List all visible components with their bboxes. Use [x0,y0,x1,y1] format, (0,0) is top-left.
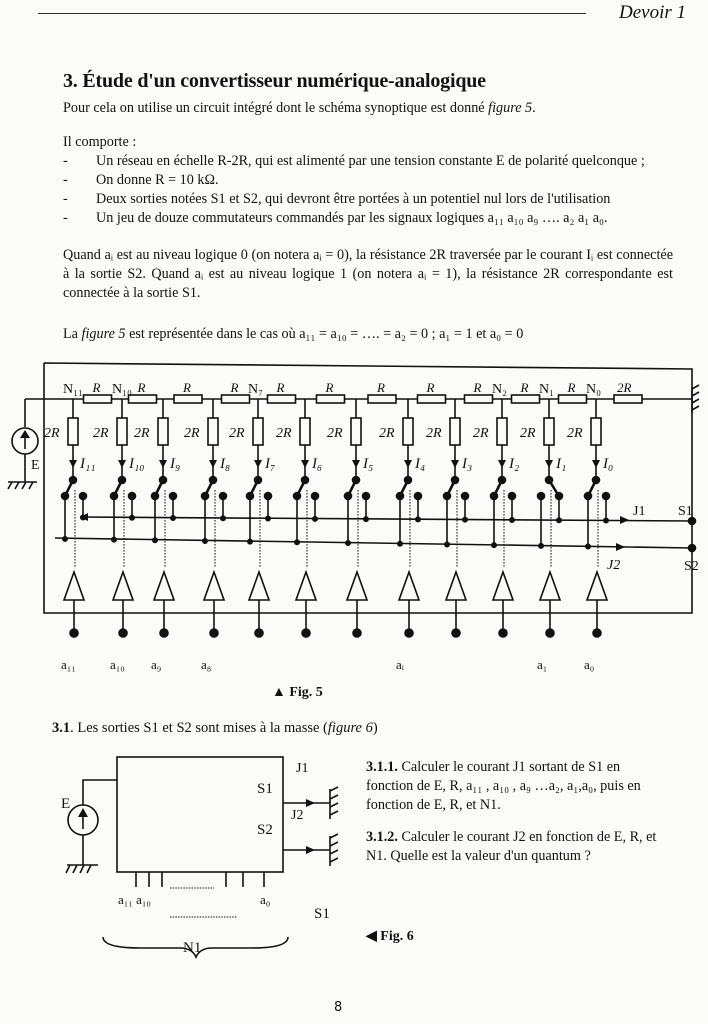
shunt-resistor [403,418,413,445]
junction [398,542,402,546]
arrow-down-icon [404,460,412,468]
junction [586,544,590,548]
series-resistor [84,395,112,403]
arrow-down-icon [209,460,217,468]
series-resistor [559,395,587,403]
intro-paragraph [63,99,536,118]
input-terminal [302,629,310,637]
current-label: I₄ [415,456,426,472]
series-resistor [368,395,396,403]
arrow-down-icon [69,460,77,468]
question-text: Calculer le courant J2 en fonction de E, R, et N1. Quelle est la valeur d'un quantum ? [366,829,657,864]
resistor-label: 2R [426,426,442,441]
series-resistor [268,395,296,403]
shunt-resistor [208,418,218,445]
junction [445,542,449,546]
input-terminal [160,629,168,637]
input-terminal [452,629,460,637]
ground-hatch [692,406,699,410]
bullet-text: Deux sorties notées S1 et S2, qui devront être portées à un potentiel nul lors de l'utilisation [96,191,611,207]
inputs-left: a₁₁ a₁₀ [118,892,151,907]
supply-wire [83,780,117,805]
bullet-dash: - [63,153,68,169]
current-label: I₈ [220,456,231,472]
bullet-dash: - [63,210,68,226]
input-label: a₁₁ [61,657,76,672]
junction [557,518,561,522]
series-resistor [512,395,540,403]
figure6-schematic [40,745,360,960]
resistor-label: R [276,380,285,395]
subsection-end: ) [372,720,378,736]
source-label: E [31,458,40,473]
arrow-down-icon [451,460,459,468]
list-item [63,209,673,228]
input-label: a₀ [584,657,595,672]
resistor-label: 2R [520,426,536,441]
resistor-label: 2R [379,426,395,441]
arrow-up-icon [78,808,88,817]
figure5-schematic [0,355,708,685]
j1-label: J1 [633,504,646,519]
intro-end: . [532,100,536,116]
resistor-label: R [325,380,334,395]
comporte-label: Il comporte : [63,134,137,150]
shunt-resistor [591,418,601,445]
buffer-icon [587,572,607,600]
junction [153,538,157,542]
resistor-label: 2R [184,426,200,441]
ground-hatch [692,392,699,396]
arrow-down-icon [254,460,262,468]
buffer-icon [113,572,133,600]
resistor-label: 2R [473,426,489,441]
junction [346,541,350,545]
section-title: 3. Étude d'un convertisseur numérique-analogique [63,70,486,92]
arrow-right-icon [306,846,315,854]
series-resistor [418,395,446,403]
series-resistor [174,395,202,403]
note-text: La [63,326,82,342]
series-resistor [222,395,250,403]
junction [295,540,299,544]
circuit-block [117,757,283,872]
resistor-label: R [426,380,435,395]
input-terminal [546,629,554,637]
resistor-label: 2R [44,426,60,441]
shunt-resistor [351,418,361,445]
node-label: N₀ [586,382,601,397]
header-rule [38,13,586,14]
j2-label: J2 [607,558,621,573]
buffer-icon [204,572,224,600]
source-label: E [61,796,71,812]
figure-ref: figure 6 [327,720,373,736]
s2-label: S2 [684,559,699,574]
series-resistor [465,395,493,403]
input-terminal [353,629,361,637]
brace-label: N1 [183,940,202,956]
inputs-right: a₀ [260,892,271,907]
input-terminal [593,629,601,637]
question-3-1-2 [366,828,666,866]
arrow-down-icon [352,460,360,468]
resistor-label: 2R [327,426,343,441]
shunt-resistor [117,418,127,445]
bullet-dash: - [63,172,68,188]
arrow-right-icon [620,516,629,524]
buffer-icon [64,572,84,600]
junction [81,515,85,519]
figure5-note [63,325,523,344]
question-number: 3.1.1. [366,759,398,775]
buffer-icon [493,572,513,600]
figure-ref: figure 5 [81,326,126,342]
arrow-up-icon [20,430,30,438]
resistor-label: R [473,380,482,395]
junction [492,543,496,547]
j2-label: J2 [291,808,304,823]
shunt-resistor [68,418,78,445]
buffer-icon [154,572,174,600]
subsection-heading [52,720,378,737]
buffer-icon [249,572,269,600]
s1-label: S1 [678,504,693,519]
j1-label: J1 [296,761,309,776]
shunt-resistor [300,418,310,445]
ground-hatch [22,482,26,489]
arrow-down-icon [118,460,126,468]
resistor-label: 2R [134,426,150,441]
input-label: aᵢ [396,657,404,672]
current-label: I₁₀ [129,456,145,472]
intro-text: Pour cela on utilise un circuit intégré dont le schéma synoptique est donné [63,100,489,116]
resistor-label: 2R [93,426,109,441]
junction [171,516,175,520]
arrow-down-icon [592,460,600,468]
ground-hatch [692,385,699,389]
bullet-list [63,152,673,228]
series-resistor [129,395,157,403]
node-label: N₇ [248,382,263,397]
question-number: 3.1.2. [366,829,398,845]
arrow-right-icon [306,799,315,807]
current-label: I₃ [462,456,473,472]
junction [416,517,420,521]
junction [604,518,608,522]
node-label: N₁₀ [112,382,132,397]
junction [364,517,368,521]
input-label: a₉ [151,657,162,672]
bullet-signals: a₁₁ a₁₀ a₉ …. a₂ a₁ a₀. [487,210,608,226]
current-label: I₁₁ [80,456,96,472]
junction [539,544,543,548]
note-condition: est représentée dans le cas où a₁₁ = a₁₀ = …. = a₂ = 0 ; a₁ = 1 et a₀ = 0 [125,326,524,342]
figure5-caption: ▲ Fig. 5 [272,685,323,700]
arrow-down-icon [159,460,167,468]
resistor-label: R [567,380,576,395]
resistor-label: 2R [617,380,632,395]
resistor-label: 2R [229,426,245,441]
shunt-resistor [450,418,460,445]
current-label: I₀ [603,456,614,472]
junction [510,518,514,522]
input-label: a₈ [201,657,212,672]
bullet-text: Un réseau en échelle R-2R, qui est alimenté par une tension constante E de polarité quelconque ; [96,153,645,169]
junction [112,537,116,541]
ground-hatch [15,482,19,489]
list-item [63,152,673,171]
resistor-label: R [137,380,146,395]
resistor-label: 2R [276,426,292,441]
junction [463,517,467,521]
resistor-label: 2R [567,426,583,441]
arrow-down-icon [498,460,506,468]
junction [248,539,252,543]
shunt-resistor [544,418,554,445]
side-label: S1 [314,906,330,922]
resistor-label: R [230,380,239,395]
series-resistor [317,395,345,403]
bullet-dash: - [63,191,68,207]
figure-ref: figure 5 [488,100,533,116]
input-terminal [70,629,78,637]
buffer-icon [399,572,419,600]
current-label: I₁ [556,456,567,472]
current-label: I₉ [170,456,181,472]
buffer-icon [296,572,316,600]
input-terminal [405,629,413,637]
current-label: I₂ [509,456,520,472]
j2-bus [55,538,692,548]
buffer-icon [540,572,560,600]
junction [130,516,134,520]
input-terminal [119,629,127,637]
ground-hatch [8,482,12,489]
input-terminal [255,629,263,637]
page-number: 8 [334,1000,343,1015]
ground-hatch [692,399,699,403]
node-label: N₁ [539,382,554,397]
bullet-text: Un jeu de douze commutateurs commandés par les signaux logiques [96,210,485,226]
bullet-text: On donne R = 10 kΩ. [96,172,219,188]
junction [221,516,225,520]
switch-blade [549,480,560,498]
resistor-label: R [377,380,385,395]
s2-terminal [689,545,696,552]
s1-label: S1 [257,781,273,797]
junction [313,517,317,521]
shunt-resistor [497,418,507,445]
subsection-number: 3.1 [52,720,71,736]
list-item [63,171,673,190]
header-label: Devoir 1 [618,2,686,23]
current-label: I₇ [265,456,276,472]
subsection-text: . Les sorties S1 et S2 sont mises à la masse ( [70,720,328,736]
input-terminal [499,629,507,637]
input-label: a₁₀ [110,657,125,672]
arrow-right-icon [616,543,625,551]
junction [63,537,67,541]
current-label: I₆ [312,456,323,472]
terminal-resistor [614,395,642,403]
question-3-1-1 [366,758,666,815]
question-text: Calculer le courant J1 sortant de S1 en fonction de E, R, a₁₁ , a₁₀ , a₉ …a₂, a₁,a₀, puis en fonction de E, R, et N1. [366,759,641,813]
logic-description: Quand aᵢ est au niveau logique 0 (on notera aᵢ = 0), la résistance 2R traversée par le courant Iᵢ est connectée à la sortie S2. Quand aᵢ est au niveau logique 1 (on notera aᵢ = 1), la résistance 2R correspondante est connectée à la sortie S1. [63,247,673,301]
figure6-caption: ◀ Fig. 6 [366,929,414,944]
current-label: I₅ [363,456,374,472]
list-item [63,190,673,209]
shunt-resistor [253,418,263,445]
node-label: N₂ [492,382,507,397]
resistor-label: R [520,380,529,395]
shunt-resistor [158,418,168,445]
resistor-label: R [92,380,101,395]
s2-label: S2 [257,822,273,838]
resistor-label: R [183,380,191,395]
junction [203,539,207,543]
junction [266,516,270,520]
input-terminal [210,629,218,637]
buffer-icon [446,572,466,600]
arrow-down-icon [301,460,309,468]
buffer-icon [347,572,367,600]
input-label: a₁ [537,657,548,672]
arrow-down-icon [545,460,553,468]
node-label: N₁₁ [63,382,83,397]
ground-hatch [29,482,33,489]
